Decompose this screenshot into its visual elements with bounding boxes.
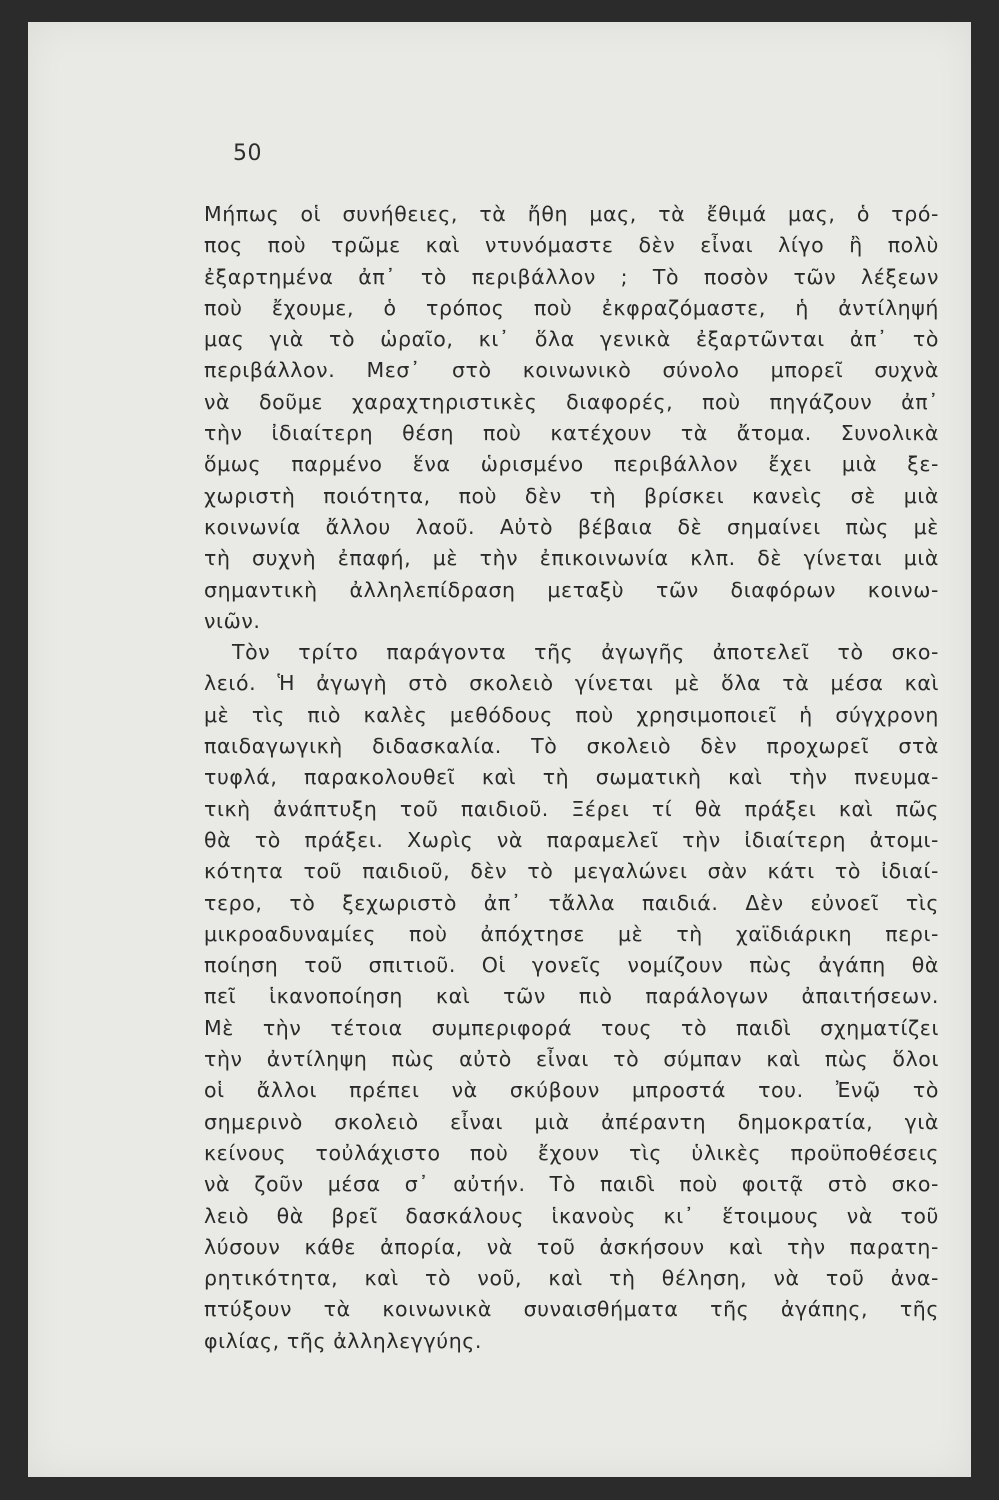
book-page [28,22,971,1477]
text-line: φιλίας, τῆς ἀλληλεγγύης. [204,1328,483,1353]
text-line: περιβάλλον. Μεσ᾽ στὸ κοινωνικὸ σύνολο μπορεῖ συχνὰ [204,358,939,383]
text-line: οἱ ἄλλοι πρέπει νὰ σκύβουν μπροστά του. Ἐνῷ τὸ [204,1078,939,1103]
text-line: τὴν ἀντίληψη πὼς αὐτὸ εἶναι τὸ σύμπαν καὶ πὼς ὅλοι [204,1047,939,1072]
text-line: λύσουν κάθε ἀπορία, νὰ τοῦ ἀσκήσουν καὶ τὴν παρατη- [204,1234,939,1259]
text-line: τικὴ ἀνάπτυξη τοῦ παιδιοῦ. Ξέρει τί θὰ πράξει καὶ πῶς [204,796,939,821]
text-line: χωριστὴ ποιότητα, ποὺ δὲν τὴ βρίσκει κανεὶς σὲ μιὰ [204,483,939,508]
text-line: παιδαγωγικὴ διδασκαλία. Τὸ σκολειὸ δὲν προχωρεῖ στὰ [204,734,939,759]
text-line: Μὲ τὴν τέτοια συμπεριφορά τους τὸ παιδὶ σχηματίζει [204,1015,939,1040]
text-line: ποὺ ἔχουμε, ὁ τρόπος ποὺ ἐκφραζόμαστε, ἡ ἀντίληψή [204,295,939,320]
text-line: Τὸν τρίτο παράγοντα τῆς ἀγωγῆς ἀποτελεῖ τὸ σκο- [232,640,939,665]
text-line: τερο, τὸ ξεχωριστὸ ἀπ᾽ τἄλλα παιδιά. Δὲν εὐνοεῖ τὶς [204,890,939,915]
text-line: νιῶν. [204,608,261,633]
text-line: μὲ τὶς πιὸ καλὲς μεθόδους ποὺ χρησιμοποιεῖ ἡ σύγχρονη [204,702,939,727]
page-number: 50 [233,141,262,166]
text-line: λειό. Ἡ ἀγωγὴ στὸ σκολειὸ γίνεται μὲ ὅλα τὰ μέσα καὶ [204,671,939,696]
text-line: κότητα τοῦ παιδιοῦ, δὲν τὸ μεγαλώνει σὰν κάτι τὸ ἰδιαί- [204,859,939,884]
text-line: κοινωνία ἄλλου λαοῦ. Αὐτὸ βέβαια δὲ σημαίνει πὼς μὲ [204,514,939,539]
text-line: τὴ συχνὴ ἐπαφή, μὲ τὴν ἐπικοινωνία κλπ. δὲ γίνεται μιὰ [204,546,939,571]
text-line: πεῖ ἱκανοποίηση καὶ τῶν πιὸ παράλογων ἀπαιτήσεων. [204,984,939,1009]
text-line: ἐξαρτημένα ἀπ᾽ τὸ περιβάλλον ; Τὸ ποσὸν τῶν λέξεων [204,264,939,289]
text-line: πτύξουν τὰ κοινωνικὰ συναισθήματα τῆς ἀγάπης, τῆς [204,1297,939,1322]
text-line: τυφλά, παρακολουθεῖ καὶ τὴ σωματικὴ καὶ τὴν πνευμα- [204,765,939,790]
text-line: Μήπως οἱ συνήθειες, τὰ ἤθη μας, τὰ ἔθιμά μας, ὁ τρό- [204,202,939,226]
text-line: μικροαδυναμίες ποὺ ἀπόχτησε μὲ τὴ χαϊδιάρικη περι- [204,921,939,946]
text-line: σημερινὸ σκολειὸ εἶναι μιὰ ἀπέραντη δημοκρατία, γιὰ [204,1109,939,1134]
text-line: κείνους τοὐλάχιστο ποὺ ἔχουν τὶς ὑλικὲς προϋποθέσεις [204,1140,939,1165]
text-line: μας γιὰ τὸ ὡραῖο, κι᾽ ὅλα γενικὰ ἐξαρτῶνται ἀπ᾽ τὸ [204,327,939,352]
text-line: σημαντικὴ ἀλληλεπίδραση μεταξὺ τῶν διαφόρων κοινω- [204,577,939,602]
text-line: θὰ τὸ πράξει. Χωρὶς νὰ παραμελεῖ τὴν ἰδιαίτερη ἀτομι- [204,827,939,852]
text-line: ὅμως παρμένο ἕνα ὡρισμένο περιβάλλον ἔχει μιὰ ξε- [204,452,939,477]
body-text [204,199,939,1357]
text-line: νὰ ζοῦν μέσα σ᾽ αὐτήν. Τὸ παιδὶ ποὺ φοιτᾷ στὸ σκο- [204,1172,939,1197]
text-line: πος ποὺ τρῶμε καὶ ντυνόμαστε δὲν εἶναι λίγο ἢ πολὺ [204,233,939,258]
text-line: ποίηση τοῦ σπιτιοῦ. Οἱ γονεῖς νομίζουν πὼς ἀγάπη θὰ [204,953,939,978]
text-line: λειὸ θὰ βρεῖ δασκάλους ἱκανοὺς κι᾽ ἕτοιμους νὰ τοῦ [204,1203,939,1228]
text-line: ρητικότητα, καὶ τὸ νοῦ, καὶ τὴ θέληση, νὰ τοῦ ἀνα- [204,1266,939,1291]
text-line: τὴν ἰδιαίτερη θέση ποὺ κατέχουν τὰ ἄτομα. Συνολικὰ [204,421,939,446]
text-line: νὰ δοῦμε χαραχτηριστικὲς διαφορές, ποὺ πηγάζουν ἀπ᾽ [204,389,939,414]
